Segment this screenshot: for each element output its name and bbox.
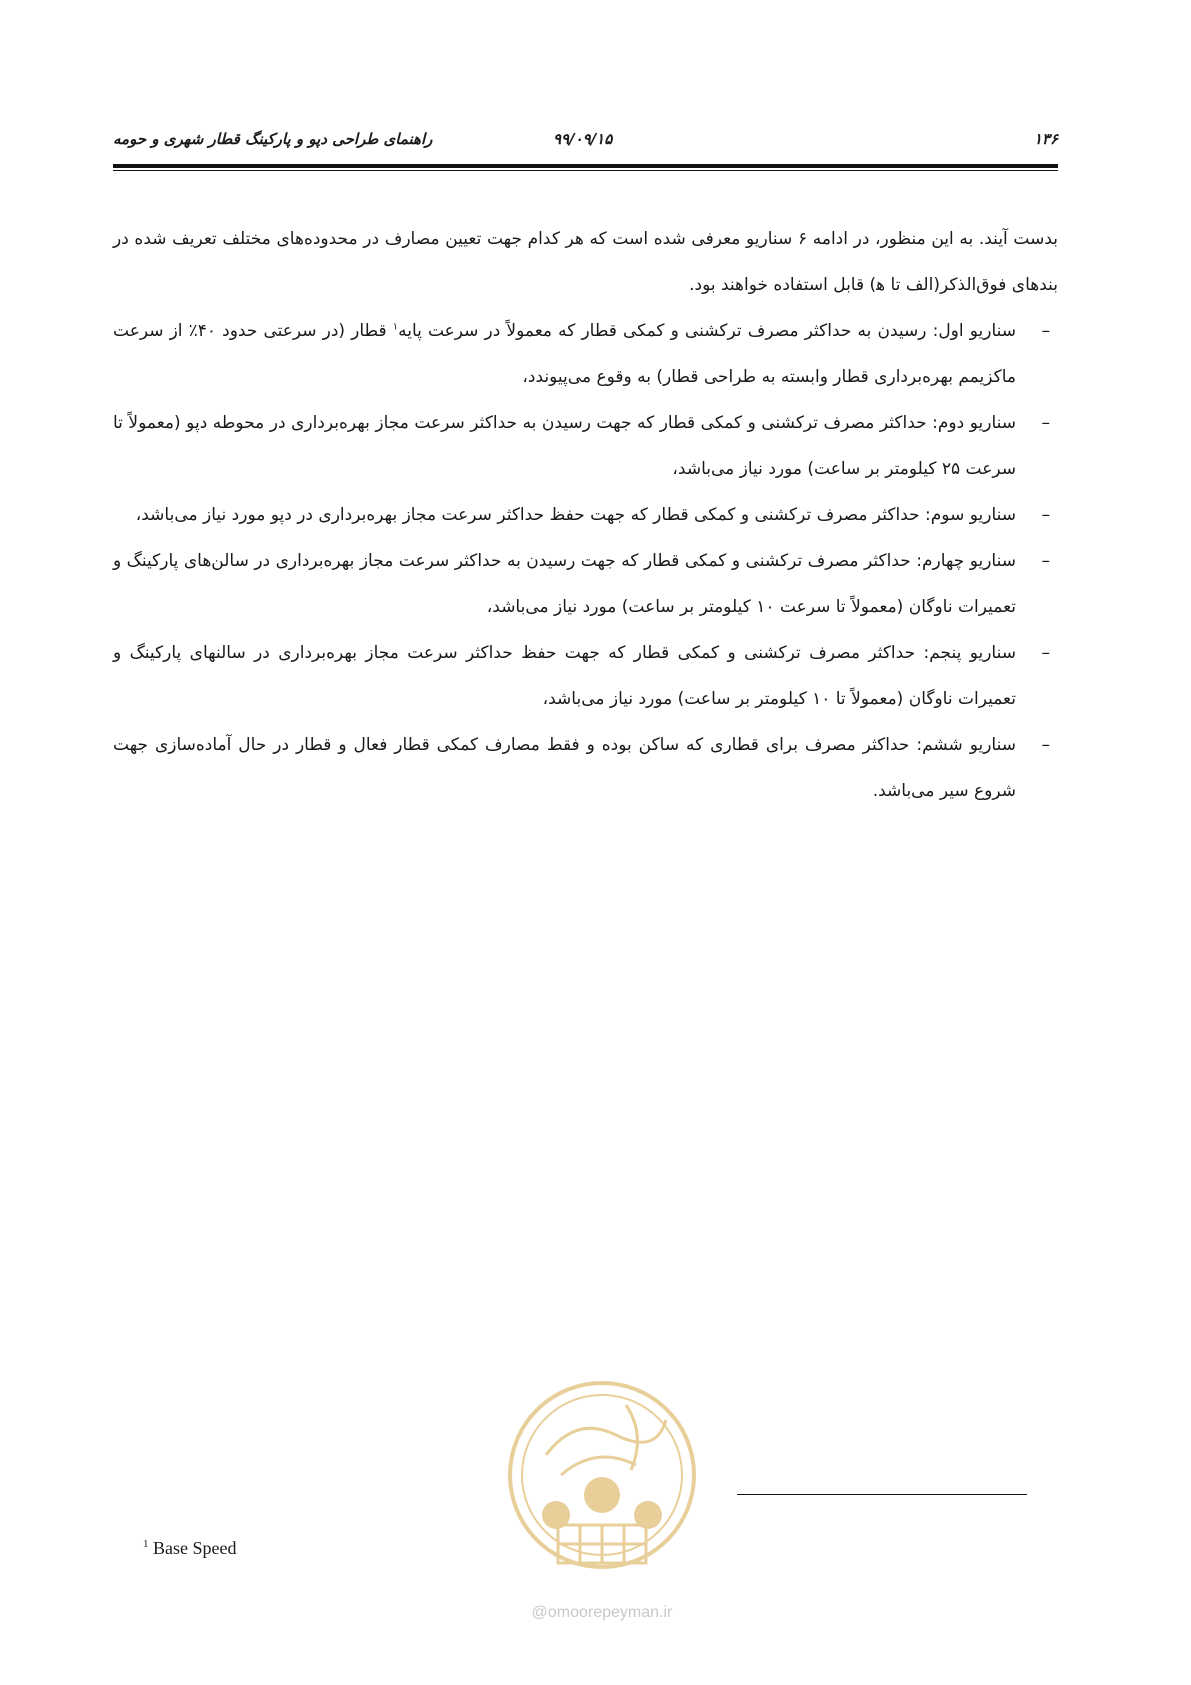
footnote-rule (737, 1494, 1027, 1495)
scenario-text: سناریو چهارم: حداکثر مصرف ترکشنی و کمکی قطار که جهت رسیدن به حداکثر سرعت مجاز بهره‌برداری در سالن‌های پارکینگ و تعمیرات ناوگان (معمولاً تا سرعت ۱۰ کیلومتر بر ساعت) مورد نیاز می‌باشد، (113, 551, 1016, 617)
scenario-item (113, 630, 1058, 722)
header-rule-thin (113, 170, 1058, 171)
scenario-item (113, 722, 1058, 814)
scenario-text: سناریو دوم: حداکثر مصرف ترکشنی و کمکی قطار که جهت رسیدن به حداکثر سرعت مجاز بهره‌برداری در محوطه دپو (معمولاً تا سرعت ۲۵ کیلومتر بر ساعت) مورد نیاز می‌باشد، (113, 413, 1016, 479)
scenario-text-continued: قطار (در سرعتی حدود ۴۰٪ از سرعت ماکزیمم بهره‌برداری قطار وابسته به طراحی قطار) به وقوع می‌پیوندد، (113, 321, 1016, 387)
footnote-text: Base Speed (148, 1538, 237, 1558)
footnote (143, 1538, 236, 1559)
page-number: ۱۳۶ (1033, 130, 1058, 148)
bullet-dash: – (1041, 413, 1050, 433)
page-body (113, 216, 1058, 814)
scenario-text: سناریو پنجم: حداکثر مصرف ترکشنی و کمکی قطار که جهت حفظ حداکثر سرعت مجاز بهره‌برداری در سالنهای پارکینگ و تعمیرات ناوگان (معمولاً تا ۱۰ کیلومتر بر ساعت) مورد نیاز می‌باشد، (113, 643, 1016, 709)
header-rule-thick (113, 164, 1058, 168)
bullet-dash: – (1041, 551, 1050, 571)
scenario-item (113, 400, 1058, 492)
footnote-number: 1 (143, 1538, 149, 1550)
scenario-item (113, 308, 1058, 400)
scenario-item (113, 492, 1058, 538)
document-title: راهنمای طراحی دپو و پارکینگ قطار شهری و حومه (113, 130, 433, 148)
scenario-text: سناریو سوم: حداکثر مصرف ترکشنی و کمکی قطار که جهت حفظ حداکثر سرعت مجاز بهره‌برداری در دپو مورد نیاز می‌باشد، (135, 505, 1016, 525)
watermark-logo-icon (506, 1375, 706, 1625)
scenario-text: سناریو اول: رسیدن به حداکثر مصرف ترکشنی و کمکی قطار که معمولاً در سرعت پایه (398, 321, 1016, 341)
bullet-dash: – (1041, 735, 1050, 755)
bullet-dash: – (1041, 505, 1050, 525)
scenario-list (113, 308, 1058, 814)
bullet-dash: – (1041, 643, 1050, 663)
bullet-dash: – (1041, 321, 1050, 341)
page-header (113, 126, 1058, 154)
header-date: ۹۹/۰۹/۱۵ (553, 130, 613, 148)
watermark-url: @omoorepeyman.ir (531, 1604, 673, 1621)
scenario-text: سناریو ششم: حداکثر مصرف برای قطاری که ساکن بوده و فقط مصارف کمکی قطار فعال و قطار در حال آماده‌سازی جهت شروع سیر می‌باشد. (113, 735, 1016, 801)
scenario-item (113, 538, 1058, 630)
watermark-stamp (506, 1375, 706, 1625)
intro-paragraph: بدست آیند. به این منظور، در ادامه ۶ سناریو معرفی شده است که هر کدام جهت تعیین مصارف در محدوده‌های مختلف تعریف شده در بندهای فوق‌الذکر(الف تا ﻫ) قابل استفاده خواهند بود. (113, 229, 1059, 295)
footnote-reference[interactable]: ۱ (392, 321, 399, 333)
